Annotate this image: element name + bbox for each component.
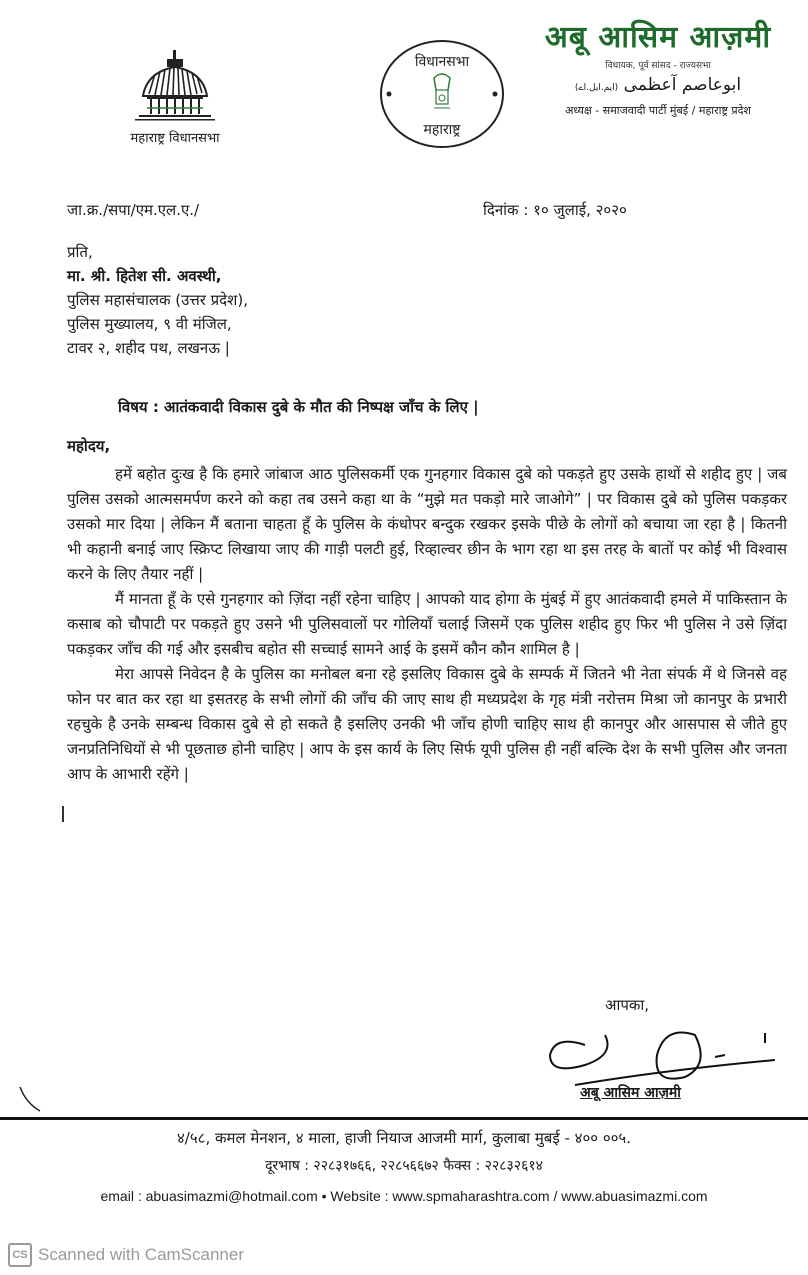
letterhead-name: अबू आसिम आज़मी	[544, 20, 772, 55]
recipient-block	[67, 240, 248, 360]
footer-web: email : abuasimazmi@hotmail.com • Website : www.spmaharashtra.com / www.abuasimazmi.com	[100, 1188, 708, 1204]
letterhead-name-block	[518, 20, 798, 118]
vidhan-bhavan-logo	[105, 50, 245, 146]
urdu-name-text: ابوعاصم آعظمی	[623, 75, 742, 95]
recipient-prati: प्रति,	[67, 243, 93, 261]
salutation: महोदय,	[67, 437, 111, 455]
margin-mark	[62, 806, 64, 822]
letter-subject: विषय : आतंकवादी विकास दुबे के मौत की निष्पक्ष जाँच के लिए |	[118, 398, 479, 416]
recipient-name: मा. श्री. हितेश सी. अवस्थी,	[67, 267, 222, 285]
body-paragraph-1: हमें बहोत दुःख है कि हमारे जांबाज आठ पुलिसकर्मी एक गुनहगार विकास दुबे को पकड़ते हुए उसके हाथों से शहीद हुए | जब पुलिस उसको आत्मसमर्पण करने को कहा तब उसने कहा था के “मुझे मत पकड़ो मारे जाओगे” | पर विकास दुबे को पुलिस पकड़कर उसको मार दिया | लेकिन मैं बताना चाहता हूँ के पुलिस के कंधोपर बन्दुक रखकर इसके पीछे के लोगों को बचाया जा रहा है | कितनी भी कहानी बनाई जाए स्क्रिप्ट लिखाया जाए की गाड़ी पलटी हुई, रिव्हाल्वर छीन के भाग रहा था इस तरह के बातों पर कोई भी विश्वास करने के लिए तैयार नहीं |	[67, 465, 787, 583]
stray-pen-mark	[18, 1085, 48, 1115]
footer-divider	[0, 1117, 808, 1120]
recipient-line-2: पुलिस मुख्यालय, ९ वी मंजिल,	[67, 315, 232, 333]
letterhead-urdu-name	[518, 75, 798, 95]
camscanner-text: Scanned with CamScanner	[38, 1245, 245, 1264]
seal-bottom-text: महाराष्ट्र	[423, 122, 461, 138]
footer-address: ४/५८, कमल मेनशन, ४ माला, हाजी नियाज आजमी मार्ग, कुलाबा मुबई - ४०० ००५.	[176, 1129, 631, 1147]
body-paragraph-2: मैं मानता हूँ के एसे गुनहगार को ज़िंदा नहीं रहेना चाहिए | आपको याद होगा के मुंबई में हुए आतंकवादी हमले में पाकिस्तान के कसाब को चौपाटी पर पकड़ते हुए उसने भी पुलिसवालों पर गोलियाँ चलाई जिसमें एक पुलिस शहीद हुए फिर भी पुलिस ने उसे ज़िंदा पकड़कर जाँच की गई और इसबीच बहोत सी सच्चाई सामने आई के इसमें कौन कौन शामिल है |	[67, 590, 787, 658]
ashoka-emblem-icon	[434, 74, 450, 108]
footer-phone: दूरभाष : २२८३१७६६, २२८५६६७२ फैक्स : २२८३२६१४	[265, 1158, 543, 1174]
body-paragraph-3: मेरा आपसे निवेदन है के पुलिस का मनोबल बना रहे इसलिए विकास दुबे के सम्पर्क में जितने भी नेता संपर्क में थे जिनसे वह फोन पर बात कर रहा था इसतरह के सभी लोगों की जाँच की जाए साथ ही मध्यप्रदेश के गृह मंत्री नरोत्तम मिश्रा जो कानपुर के प्रभारी रहचुके है उनके सम्बन्ध विकास दुबे से हो सकते है इसलिए उनकी भी जाँच होणी चाहिए साथ ही कानपुर और आसपास से जीते हुए जनप्रतिनिधियों से भी पूछताछ होनी चाहिए | आप के इस कार्य के लिए सिर्फ यूपी पुलिस ही नहीं बल्कि देश के सभी पुलिस और जनता आप के आभारी रहेंगे |	[67, 665, 787, 783]
letterhead-designation: विधायक, पूर्व सांसद - राज्यसभा	[605, 61, 711, 71]
vidhan-bhavan-building-icon	[133, 50, 217, 122]
letter-date: दिनांक : १० जुलाई, २०२०	[483, 201, 627, 219]
letter-body	[67, 462, 787, 787]
reference-number: जा.क्र./सपा/एम.एल.ए./	[67, 201, 200, 219]
urdu-suffix-text: (ایم.ایل.اے)	[574, 83, 619, 93]
vidhansabha-seal	[378, 38, 506, 150]
signoff: आपका,	[605, 996, 650, 1014]
seal-top-text: विधानसभा	[414, 54, 470, 70]
recipient-line-3: टावर २, शहीद पथ, लखनऊ |	[67, 339, 230, 357]
camscanner-logo-icon: CS	[8, 1243, 32, 1267]
letterhead-post: अध्यक्ष - समाजवादी पार्टी मुंबई / महाराष्ट्र प्रदेश	[564, 104, 751, 117]
signatory-name: अबू आसिम आज़मी	[580, 1085, 681, 1101]
camscanner-watermark	[8, 1243, 244, 1267]
recipient-line-1: पुलिस महासंचालक (उत्तर प्रदेश),	[67, 291, 248, 309]
logo-caption: महाराष्ट्र विधानसभा	[130, 131, 220, 146]
